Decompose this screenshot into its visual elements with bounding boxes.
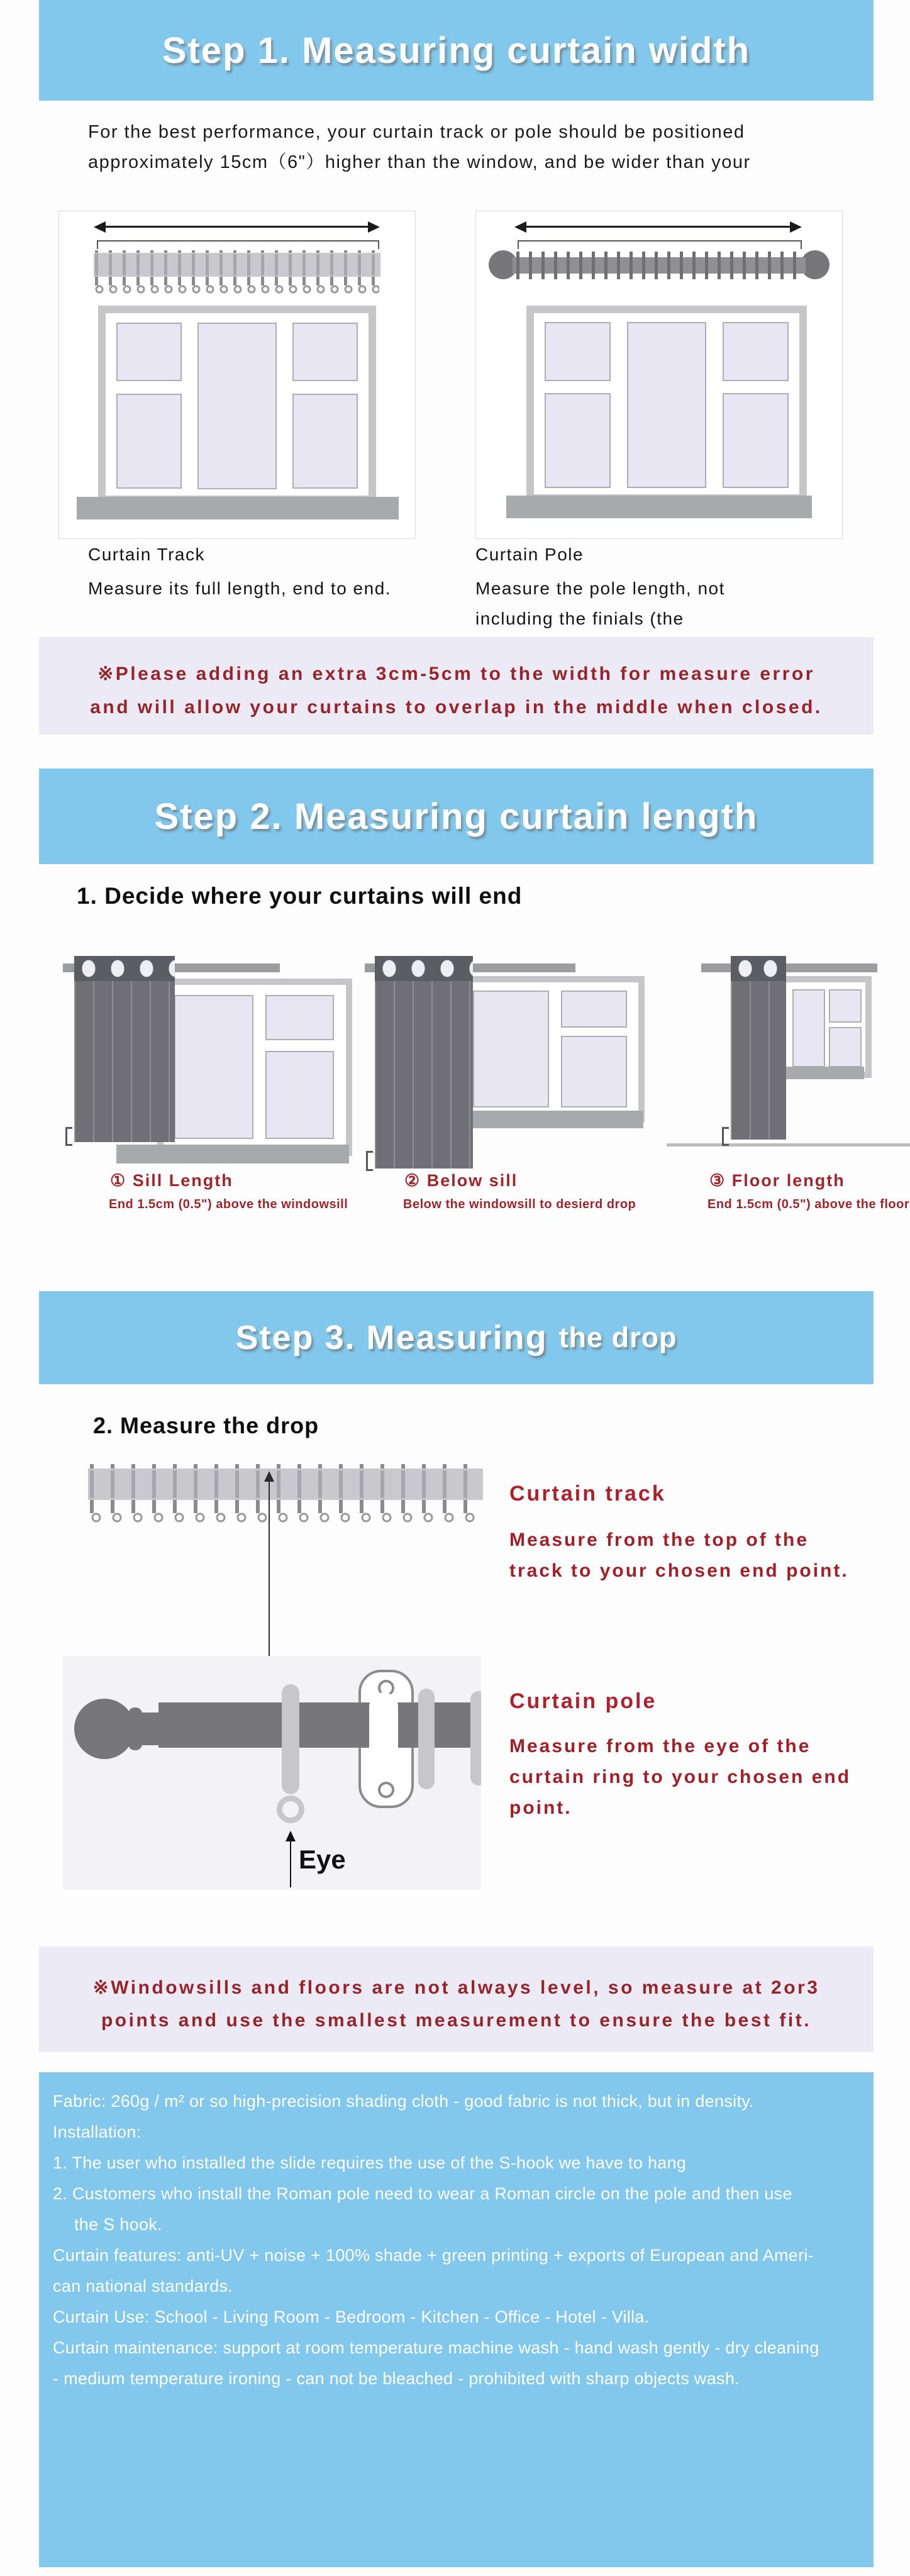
window-pane bbox=[627, 322, 706, 487]
option3-label: ③ Floor length bbox=[709, 1171, 845, 1190]
option1-label: ① Sill Length bbox=[110, 1171, 233, 1190]
grommet-strip bbox=[74, 956, 175, 981]
option1-desc: End 1.5cm (0.5") above the windowsill bbox=[109, 1197, 348, 1211]
curtain-track-line2: track to your chosen end point. bbox=[509, 1560, 849, 1581]
pole-caption-line1: Measure the pole length, not bbox=[475, 579, 725, 598]
step2-heading: 1. Decide where your curtains will end bbox=[77, 883, 523, 909]
option2-label: ② Below sill bbox=[404, 1171, 518, 1190]
step1-intro-line1: For the best performance, your curtain track or pole should be positioned bbox=[88, 122, 745, 142]
measure-end-bracket bbox=[366, 1151, 373, 1171]
up-arrow-head-icon bbox=[264, 1471, 274, 1482]
level-note-line1: ※Windowsills and floors are not always level, so measure at 2or3 bbox=[92, 1977, 820, 1998]
window-pane bbox=[292, 394, 358, 489]
option2-desc: Below the windowsill to desierd drop bbox=[403, 1197, 636, 1211]
windowsill bbox=[77, 497, 399, 519]
track-caption-title: Curtain Track bbox=[88, 545, 205, 564]
measure-bracket bbox=[518, 240, 802, 249]
below-sill-scene bbox=[365, 956, 654, 1170]
width-note-line1: ※Please adding an extra 3cm-5cm to the width for measure error bbox=[97, 663, 815, 684]
pole-rings bbox=[516, 252, 801, 279]
info-line-maintenance-2: - medium temperature ironing - can not be bleached - prohibited with sharp objects wash. bbox=[53, 2369, 740, 2388]
window-pane bbox=[174, 995, 253, 1139]
width-note-line2: and will allow your curtains to overlap in the middle when closed. bbox=[90, 697, 823, 718]
window-pane bbox=[545, 322, 611, 380]
pole-caption bbox=[475, 574, 725, 634]
eye-arrow-line bbox=[290, 1840, 291, 1887]
window-illustration bbox=[780, 976, 872, 1078]
info-line-installation: Installation: bbox=[53, 2123, 141, 2141]
window-pane bbox=[292, 323, 358, 382]
curtain-pole-line1: Measure from the eye of the bbox=[509, 1736, 811, 1757]
step2-banner bbox=[39, 769, 874, 864]
window-pane bbox=[116, 394, 182, 489]
window-pane bbox=[723, 393, 789, 488]
measure-end-bracket bbox=[65, 1127, 72, 1146]
curtain-pole-line2: curtain ring to your chosen end bbox=[509, 1767, 852, 1787]
measure-end-bracket bbox=[722, 1127, 729, 1146]
curtain-ring bbox=[418, 1689, 435, 1789]
window-pane bbox=[265, 995, 333, 1040]
step2-banner-title: Step 2. Measuring curtain length bbox=[154, 796, 758, 837]
curtain-track-body bbox=[509, 1524, 849, 1586]
info-line-install-2: 2. Customers who install the Roman pole need to wear a Roman circle on the pole and then use bbox=[53, 2184, 792, 2203]
curtain-pleats bbox=[74, 981, 175, 1142]
step1-intro bbox=[88, 117, 751, 177]
window-pane bbox=[473, 991, 550, 1108]
curtain-ring bbox=[282, 1684, 299, 1794]
width-arrow bbox=[106, 226, 369, 228]
arrow-left-head-icon bbox=[94, 221, 106, 233]
track-caption bbox=[88, 574, 391, 604]
window-pane bbox=[561, 991, 627, 1028]
width-arrow bbox=[526, 226, 791, 228]
curtain-ring bbox=[470, 1691, 481, 1785]
curtain-track-line1: Measure from the top of the bbox=[509, 1530, 809, 1550]
track-hooks-overlay bbox=[90, 1470, 483, 1498]
product-info-box bbox=[39, 2072, 874, 2567]
sill-length-scene bbox=[63, 956, 349, 1170]
step3-heading: 2. Measure the drop bbox=[93, 1413, 319, 1438]
info-line-features: Curtain features: anti-UV + noise + 100% shade + green printing + exports of European and Ameri- bbox=[53, 2246, 814, 2265]
curtain-panel bbox=[375, 956, 473, 1169]
width-note bbox=[39, 637, 874, 735]
track-hook-rings bbox=[95, 284, 379, 297]
window-illustration bbox=[526, 306, 807, 502]
level-note bbox=[39, 1946, 874, 2052]
window-illustration bbox=[98, 306, 376, 503]
track-hooks-overlay bbox=[95, 254, 379, 275]
grommet-strip bbox=[375, 956, 473, 981]
pole-caption-line2: including the finials (the bbox=[475, 609, 684, 628]
windowsill bbox=[506, 496, 812, 518]
step3-banner-subtitle: the drop bbox=[558, 1321, 677, 1353]
curtain-track-title: Curtain track bbox=[509, 1482, 666, 1506]
window-pane bbox=[265, 1051, 333, 1139]
window-pane bbox=[723, 322, 789, 380]
step1-banner-title: Step 1. Measuring curtain width bbox=[162, 30, 751, 71]
bracket-stem bbox=[369, 1692, 398, 1770]
window-pane bbox=[197, 323, 276, 489]
curtain-pole-line3: point. bbox=[509, 1797, 572, 1818]
curtain-pole-body bbox=[509, 1731, 851, 1823]
floor-length-scene bbox=[667, 956, 910, 1170]
floor-line bbox=[667, 1143, 910, 1146]
arrow-right-head-icon bbox=[368, 221, 380, 233]
window-pane bbox=[792, 989, 825, 1067]
window-pane bbox=[116, 323, 182, 382]
scene-pole bbox=[701, 963, 877, 972]
step3-banner-title: Step 3. Measuring bbox=[235, 1319, 548, 1357]
window-pane bbox=[829, 1027, 862, 1067]
option3-desc: End 1.5cm (0.5") above the floor bbox=[707, 1197, 910, 1211]
curtain-pleats bbox=[731, 981, 786, 1140]
track-hook-rings bbox=[90, 1512, 483, 1526]
pole-caption-title: Curtain Pole bbox=[475, 545, 584, 564]
arrow-left-head-icon bbox=[514, 221, 526, 233]
curtain-panel bbox=[74, 956, 175, 1142]
curtain-panel bbox=[731, 956, 786, 1140]
step3-banner bbox=[39, 1291, 874, 1384]
window-pane bbox=[829, 989, 862, 1022]
grommet-strip bbox=[731, 956, 786, 981]
curtain-pole-diagram bbox=[475, 211, 843, 539]
curtain-pole-title: Curtain pole bbox=[509, 1689, 657, 1713]
step1-banner bbox=[39, 0, 874, 101]
info-line-install-2b: the S hook. bbox=[74, 2215, 162, 2234]
measure-bracket bbox=[97, 240, 379, 249]
arrow-right-head-icon bbox=[790, 221, 802, 233]
curtain-track-diagram bbox=[58, 211, 416, 539]
step1-intro-line2: approximately 15cm（6"）higher than the window, and be wider than your bbox=[88, 152, 751, 172]
windowsill bbox=[116, 1145, 349, 1163]
info-line-maintenance: Curtain maintenance: support at room temperature machine wash - hand wash gently - dry cleaning bbox=[53, 2338, 819, 2357]
eye-label: Eye bbox=[299, 1845, 346, 1874]
product-info-text bbox=[39, 2072, 874, 2394]
pole-finial bbox=[74, 1699, 135, 1759]
curtain-pole-photo bbox=[63, 1656, 481, 1890]
level-note-line2: points and use the smallest measurement to ensure the best fit. bbox=[101, 2010, 812, 2031]
window-pane bbox=[561, 1036, 627, 1108]
window-illustration bbox=[157, 979, 352, 1156]
window-illustration bbox=[456, 976, 645, 1122]
track-caption-line: Measure its full length, end to end. bbox=[88, 579, 392, 598]
info-line-fabric: Fabric: 260g / m² or so high-precision shading cloth - good fabric is not thick, but in density. bbox=[53, 2092, 754, 2111]
bracket-screw-hole bbox=[378, 1782, 394, 1798]
info-line-install-1: 1. The user who installed the slide requires the use of the S-hook we have to hang bbox=[53, 2153, 687, 2172]
curtain-pleats bbox=[375, 981, 473, 1169]
info-line-use: Curtain Use: School - Living Room - Bedroom - Kitchen - Office - Hotel - Villa. bbox=[53, 2307, 650, 2326]
info-line-features-2: can national standards. bbox=[53, 2277, 233, 2296]
window-pane bbox=[545, 393, 611, 488]
ring-eye bbox=[277, 1796, 304, 1823]
